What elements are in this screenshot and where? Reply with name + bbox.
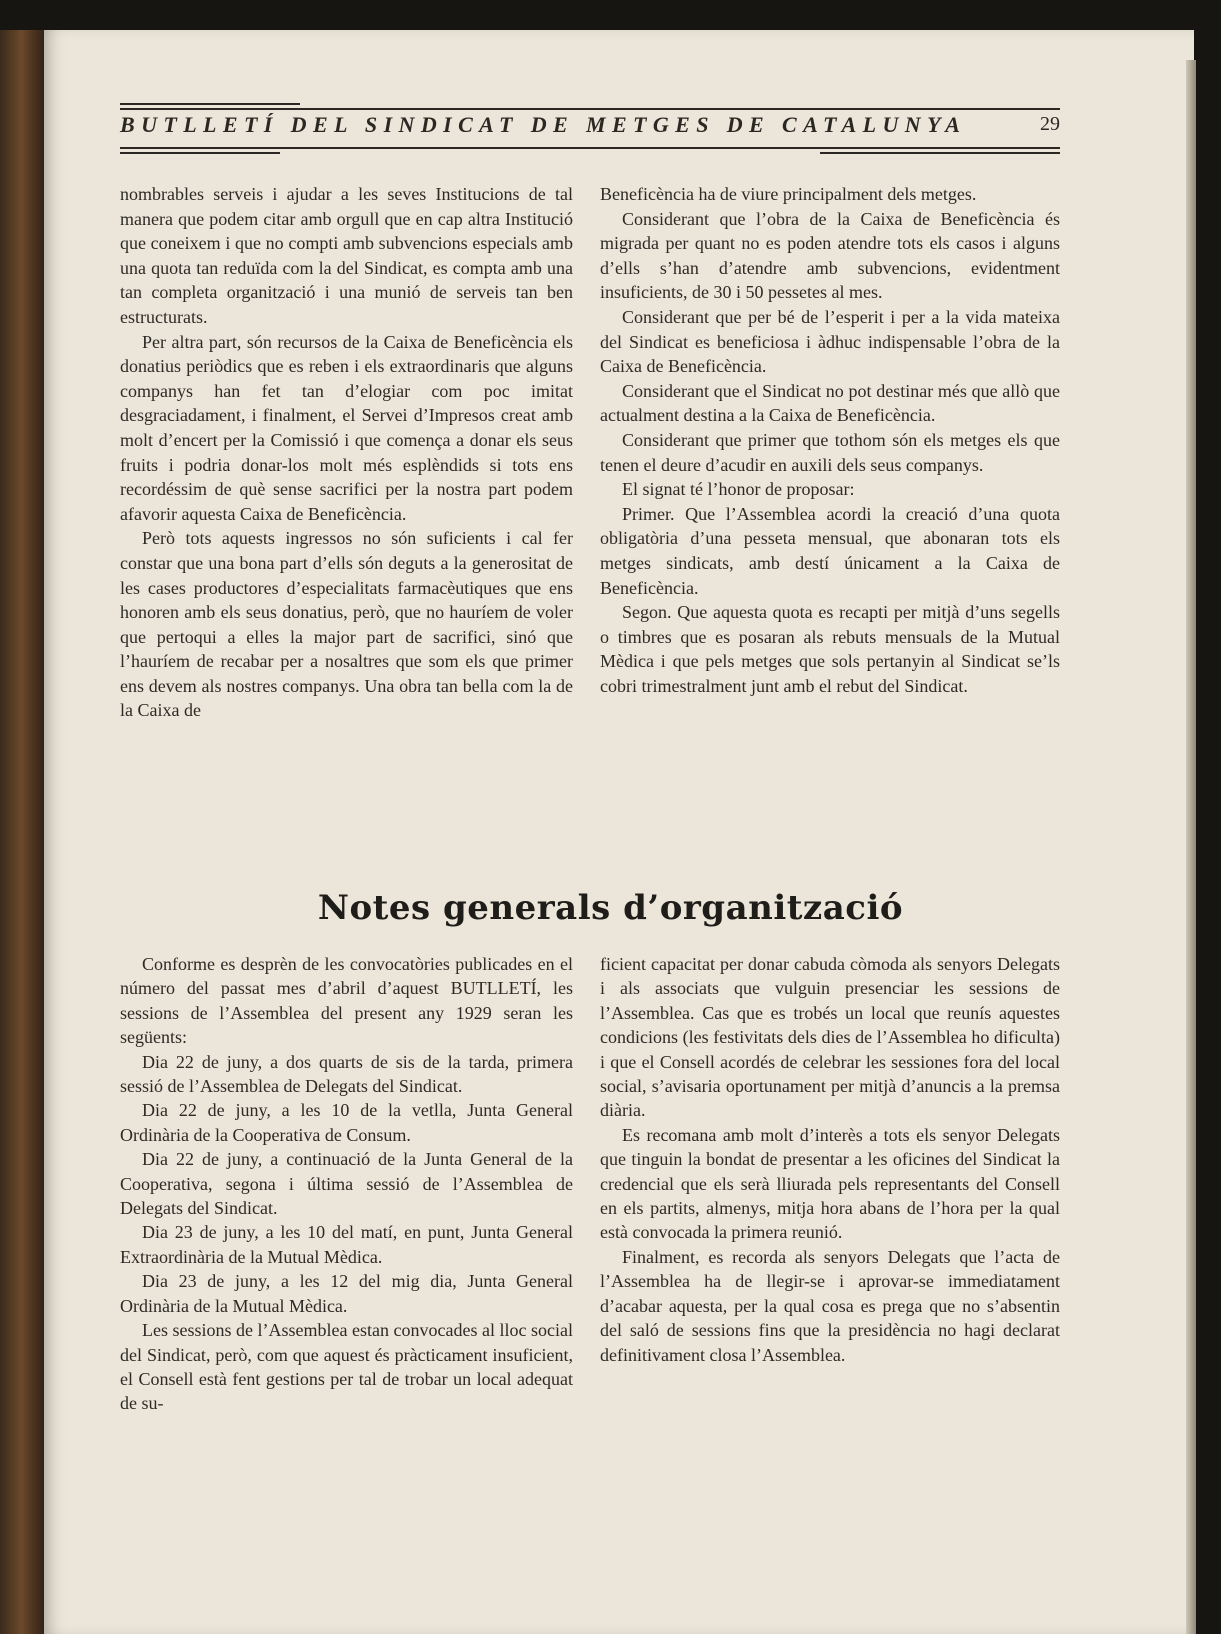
paragraph: Les sessions de l’Assemblea estan convocades al lloc social del Sindicat, però, com que aquest és pràcticament insuficient, el Consell està fent gestions per tal de trobar un local adequat de su- [120,1320,573,1414]
paragraph: Dia 23 de juny, a les 10 del matí, en punt, Junta General Extraordinària de la Mutual Mèdica. [120,1222,573,1267]
masthead-title: BUTLLETÍ DEL SINDICAT DE METGES DE CATALUNYA [120,112,967,137]
header-rule [120,152,280,154]
upper-right-column [600,182,1060,698]
paragraph: Dia 22 de juny, a dos quarts de sis de la tarda, primera sessió de l’Assemblea de Delegats del Sindicat. [120,1051,573,1097]
header-rule [820,152,1060,154]
paragraph: Dia 22 de juny, a les 10 de la vetlla, Junta General Ordinària de la Cooperativa de Consum. [120,1100,573,1145]
paragraph: Considerant que l’obra de la Caixa de Beneficència és migrada per quant no es poden atendre tots els casos i alguns d’ells s’han d’atendre amb subvencions, evidentment insuficients, de 30 i 50 pessetes al mes. [600,208,1060,303]
lower-right-column [600,952,1060,1367]
paragraph: Però tots aquests ingressos no són suficients i cal fer constar que una bona part d’ells són deguts a la generositat de les cases productores d’especialitats farmacèutiques que ens honoren amb els seus donatius, però, que no hauríem de voler que pertoqui a elles la major part de sacrifici, sinó que l’hauríem de recabar per a nosaltres que som els que primer ens devem als nostres companys. Una obra tan bella com la de la Caixa de [120,528,573,721]
paragraph: Conforme es desprèn de les convocatòries publicades en el número del passat mes d’abril d’aquest BUTLLETÍ, les sessions de l’Assemblea del present any 1929 seran les següents: [120,954,573,1048]
section-title: Notes generals d’organització [317,888,904,928]
paragraph: ficient capacitat per donar cabuda còmoda als senyors Delegats i als associats que vulguin presenciar les sessions de l’Assemblea. Cas que es trobés un local que reunís aquestes condicions (les festivitats dels dies de l’Assemblea ho dificulta) i que el Consell acordés de celebrar les sessiones fora del local social, s’avisaria oportunament per mitjà d’anuncis a la premsa diària. [600,954,1060,1121]
running-header [120,103,1060,158]
header-rule [120,147,1060,149]
header-rule [120,108,1060,110]
paragraph: Segon. Que aquesta quota es recapti per mitjà d’uns segells o timbres que es posaran als rebuts mensuals de la Mutual Mèdica i que pels metges que sols pertanyin al Sindicat se’ls cobri trimestralment junt amb el rebut del Sindicat. [600,602,1060,696]
paragraph: Per altra part, són recursos de la Caixa de Beneficència els donatius periòdics que es reben i els extraordinaris que alguns companys han fet tan d’elogiar com poc imitat desgraciadament, i finalment, el Servei d’Impresos creat amb molt d’encert per la Comissió i que comença a donar els seus fruits i podria donar-los molt més esplèndids si tots ens recordéssim de què sense sacrifici per la nostra part podem afavorir aquesta Caixa de Beneficència. [120,331,573,524]
paragraph: Es recomana amb molt d’interès a tots els senyor Delegats que tinguin la bondat de presentar a les oficines del Sindicat la credencial que els serà lliurada pels representants del Consell en els partits, almenys, mitja hora abans de l’hora per la qual està convocada la primera reunió. [600,1124,1060,1243]
paragraph: El signat té l’honor de proposar: [622,479,855,500]
paragraph: Considerant que per bé de l’esperit i per a la vida mateixa del Sindicat es beneficiosa i àdhuc indispensable l’obra de la Caixa de Beneficència. [600,306,1060,377]
paragraph: Finalment, es recorda als senyors Delegats que l’acta de l’Assemblea ha de llegir-se i aprovar-se immediatament d’acabar aquesta, per la qual cosa es prega que no s’absentin del saló de sessions fins que la presidència no hagi declarat definitivament closa l’Assemblea. [600,1246,1060,1365]
upper-left-column [120,182,573,723]
header-rule [120,103,300,105]
page-edge [1186,60,1196,1634]
paragraph: Considerant que primer que tothom són els metges els que tenen el deure d’acudir en auxili dels seus companys. [600,429,1060,475]
paragraph: Dia 23 de juny, a les 12 del mig dia, Junta General Ordinària de la Mutual Mèdica. [120,1271,573,1316]
paragraph: nombrables serveis i ajudar a les seves Institucions de tal manera que podem citar amb orgull que en cap altra Institució que coneixem i que no compti amb subvencions especials amb una quota tan reduïda com la del Sindicat, es compta amb una tan completa organització i una munió de serveis tan ben estructurats. [120,184,573,327]
book-spine [0,30,48,1634]
lower-left-column [120,952,573,1416]
paragraph: Considerant que el Sindicat no pot destinar més que allò que actualment destina a la Caixa de Beneficència. [600,380,1060,426]
page-number: 29 [1040,113,1060,135]
paragraph: Beneficència ha de viure principalment dels metges. [600,184,977,204]
paragraph: Dia 22 de juny, a continuació de la Junta General de la Cooperativa, segona i última sessió de l’Assemblea de Delegats del Sindicat. [120,1149,573,1219]
paragraph: Primer. Que l’Assemblea acordi la creació d’una quota obligatòria d’una pesseta mensual, que abonaran tots els metges sindicats, amb destí únicament a la Caixa de Beneficència. [600,503,1060,598]
